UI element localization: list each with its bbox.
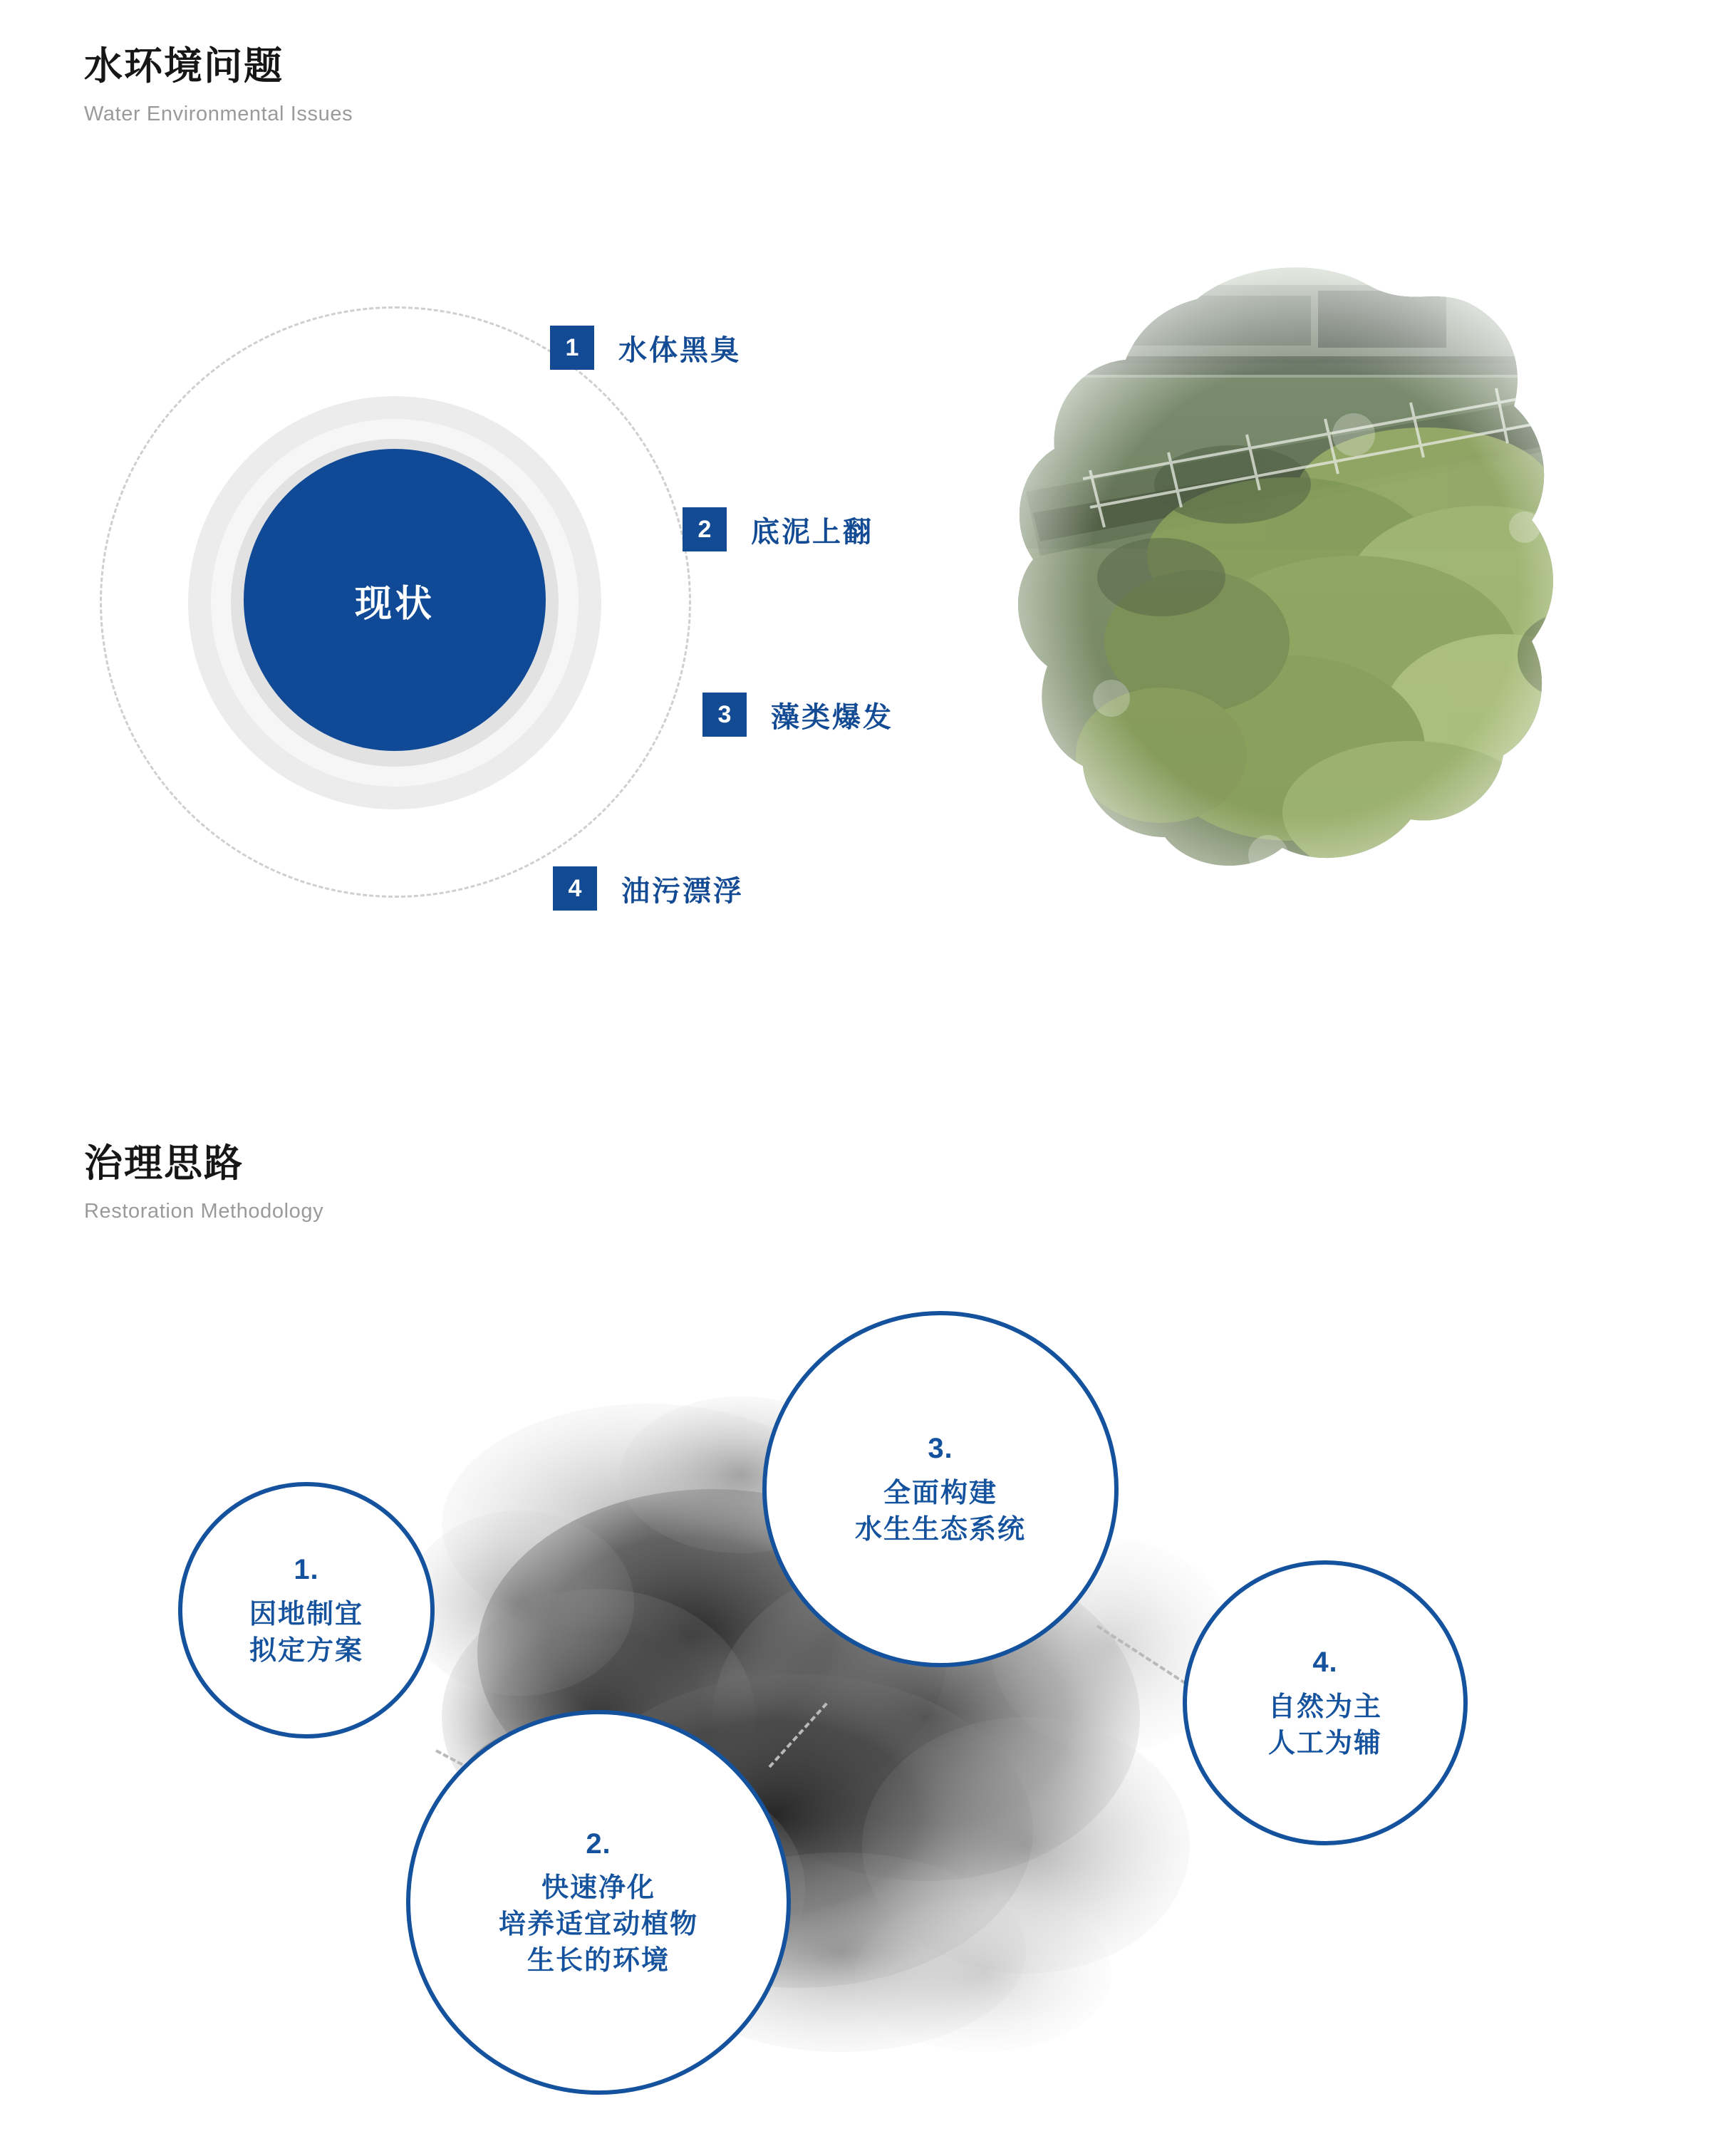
step-line: 全面构建 [883, 1478, 997, 1508]
issue-item-4[interactable] [553, 866, 744, 911]
issue-label: 底泥上翻 [751, 516, 873, 548]
issue-item-3[interactable] [702, 693, 893, 737]
issue-item-1[interactable] [550, 326, 741, 370]
step-line: 自然为主 [1267, 1691, 1382, 1722]
core-circle-label: 现状 [354, 583, 435, 625]
issue-number-badge: 2 [683, 507, 727, 551]
step-number: 4. [1312, 1647, 1338, 1679]
section-title-en: Restoration Methodology [84, 1200, 324, 1223]
methodology-diagram [128, 1304, 1639, 2123]
step-line: 拟定方案 [249, 1635, 363, 1666]
section-title-cn: 水环境问题 [84, 45, 284, 88]
step-line: 培养适宜动植物 [498, 1909, 698, 1940]
issue-item-2[interactable] [683, 507, 873, 551]
step-bubble-1[interactable] [178, 1482, 435, 1738]
step-bubble-2[interactable] [406, 1710, 791, 2095]
issue-label: 水体黑臭 [618, 334, 741, 366]
step-number: 1. [294, 1554, 319, 1586]
core-circle [244, 449, 546, 751]
step-number: 3. [928, 1433, 953, 1465]
step-bubble-3[interactable] [762, 1311, 1119, 1667]
step-line: 人工为辅 [1267, 1728, 1382, 1758]
section-header-methodology [84, 1141, 323, 1223]
issue-label: 藻类爆发 [771, 701, 893, 733]
section-header-water-issues [84, 44, 353, 126]
issue-number-badge: 1 [550, 326, 594, 370]
site-photo [983, 256, 1624, 926]
water-issues-diagram [71, 271, 893, 940]
site-photo-image [983, 256, 1624, 926]
step-line: 生长的环境 [527, 1946, 670, 1976]
step-line: 因地制宜 [249, 1599, 363, 1629]
step-bubble-4[interactable] [1183, 1560, 1468, 1845]
issue-number-badge: 3 [702, 693, 747, 737]
section-title-cn: 治理思路 [84, 1142, 244, 1185]
step-line: 快速净化 [541, 1873, 655, 1904]
issue-label: 油污漂浮 [621, 875, 744, 907]
step-line: 水生生态系统 [854, 1514, 1026, 1545]
issue-number-badge: 4 [553, 866, 597, 911]
step-number: 2. [586, 1828, 611, 1860]
section-title-en: Water Environmental Issues [84, 103, 353, 126]
